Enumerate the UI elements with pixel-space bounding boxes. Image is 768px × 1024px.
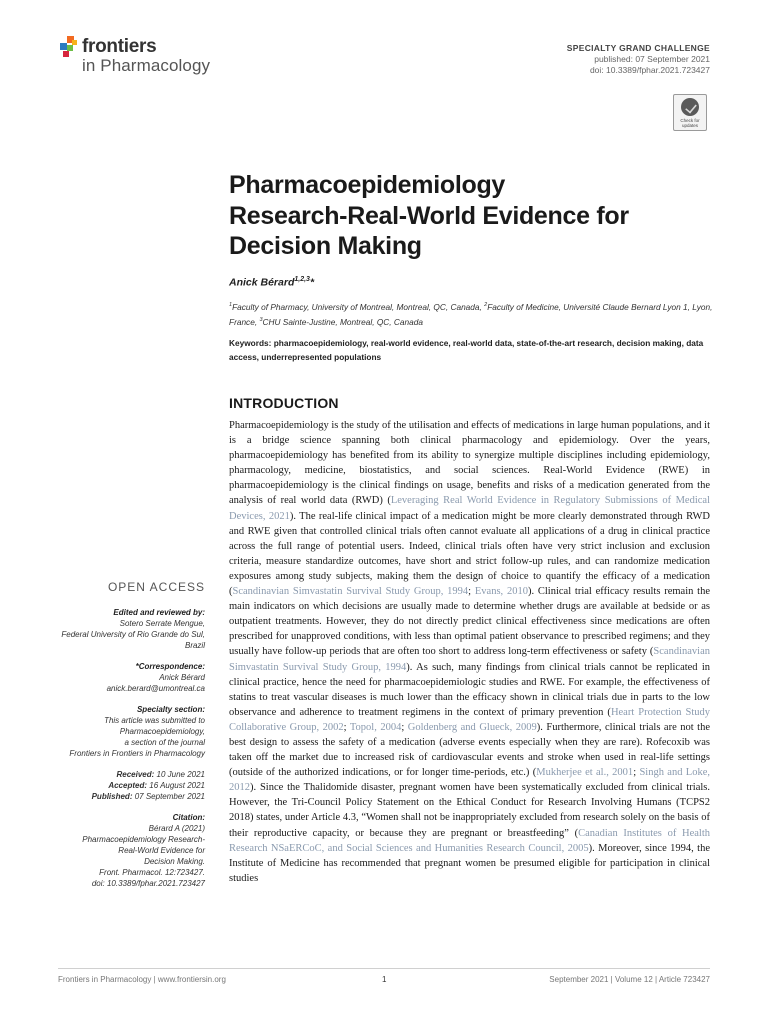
page-footer [58, 968, 710, 984]
received-row [45, 769, 205, 780]
check-icon [681, 98, 699, 116]
citation-line: Pharmacoepidemiology Research- [82, 835, 205, 844]
body-text-segment: Pharmacoepidemiology is the study of the utilisation and effects of medications in large human populations, and it is a bridge science spanning both clinical pharmacology and epidemiology. Over the years, pharmacoepidemiology has benefited from its ability to synergize multiple disciplines including epidemiology, pharmacology, medicine, biostatistics, and social sciences. Real-World Evidence (RWE) in pharmacoepidemiology is the clinical findings on usage, benefits and risks of a medication generated from the analysis of real world data (RWD) ( [229, 420, 710, 507]
correspondence-name: Anick Bérard [159, 673, 205, 682]
body-text-segment: ; [633, 767, 640, 779]
body-text-segment: ; [468, 586, 475, 598]
specialty-line: Pharmacoepidemiology, [119, 727, 205, 736]
citation-line: Front. Pharmacol. 12:723427. [99, 868, 205, 877]
reference-link[interactable]: Mukherjee et al., 2001 [536, 767, 634, 779]
reference-link[interactable]: Singh and Loke, 2012 [229, 767, 711, 794]
body-text-segment: ). The real-life clinical impact of a medication might be more clearly demonstrated through RWD and RWE given that controlled clinical trials often cannot evaluate all applications of a drug in clinical practice across the full range of potential users. Indeed, clinical trials often have very strict inclusion and exclusion criteria, measure standardize outcomes, have short and strict follow-up rules, and can randomize medication exposures among study subjects, making them the design of choice to quantify the efficacy of a medication ( [229, 510, 710, 598]
footer-journal-link[interactable]: Frontiers in Pharmacology | www.frontiersin.org [58, 975, 226, 984]
specialty-line: This article was submitted to [104, 716, 205, 725]
accepted-label: Accepted: [108, 781, 148, 790]
page-number: 1 [382, 975, 387, 984]
reference-link[interactable]: Leveraging Real World Evidence in Regulatory Submissions of Medical Devices, 2021 [229, 495, 710, 522]
published-label: Published: [91, 792, 133, 801]
doi[interactable]: doi: 10.3389/fphar.2021.723427 [589, 65, 710, 75]
keywords-list: pharmacoepidemiology, real-world evidence, real-world data, state-of-the-art research, decision making, data access, underrepresented populations [229, 338, 704, 362]
title-line: Decision Making [229, 232, 422, 260]
citation-line: Real-World Evidence for [118, 846, 205, 855]
article-meta-header [567, 43, 710, 76]
published-date: published: 07 September 2021 [594, 54, 710, 64]
reference-link[interactable]: Canadian Institutes of Health Research NSaERCoC, and Social Sciences and Humanities Research Council, 2005 [229, 827, 710, 854]
affil-text: CHU Sainte-Justine, Montreal, QC, Canada [262, 316, 423, 327]
affil-text: Faculty of Pharmacy, University of Montreal, Montreal, QC, Canada, [232, 301, 485, 312]
reference-link[interactable]: Goldenberg and Glueck, 2009 [407, 721, 537, 733]
specialty-line: a section of the journal [124, 738, 205, 747]
affiliations [229, 299, 719, 329]
received-label: Received: [116, 770, 155, 779]
received-date: 10 June 2021 [156, 770, 205, 779]
citation-line: Decision Making. [144, 857, 205, 866]
editor-name[interactable]: Sotero Serrate Mengue, [119, 619, 205, 628]
accepted-date: 16 August 2021 [149, 781, 205, 790]
logo-text-journal: in Pharmacology [82, 56, 211, 75]
keywords-label: Keywords: [229, 338, 272, 348]
citation-line: Bérard A (2021) [148, 824, 205, 833]
body-text-segment: ; [343, 721, 350, 733]
editor-affiliation: Federal University of Rio Grande do Sul, Brazil [61, 630, 205, 650]
corresponding-mark: * [309, 276, 315, 289]
correspondence-email[interactable]: anick.berard@umontreal.ca [106, 684, 205, 693]
specialty-line: Frontiers in Frontiers in Pharmacology [69, 749, 205, 758]
author-line [229, 276, 314, 289]
specialty-label: Specialty section: [136, 705, 205, 714]
accepted-row [45, 780, 205, 791]
reference-link[interactable]: Heart Protection Study Collaborative Group, 2002 [229, 706, 710, 733]
check-badge-label: Check for updates [680, 118, 700, 128]
edited-label: Edited and reviewed by: [113, 608, 205, 617]
reference-link[interactable]: Scandinavian Simvastatin Survival Study Group, 1994 [229, 646, 710, 673]
dates-block [45, 769, 205, 802]
title-line: Pharmacoepidemiology [229, 171, 506, 199]
citation-line[interactable]: doi: 10.3389/fphar.2021.723427 [91, 879, 205, 888]
reference-link[interactable]: Evans, 2010 [474, 586, 528, 598]
check-for-updates-badge[interactable] [673, 94, 707, 131]
reference-link[interactable]: Scandinavian Simvastatin Survival Study Group, 1994 [232, 586, 469, 598]
published-row [45, 791, 205, 802]
body-text-segment: ). Clinical trial efficacy results remain the main indicators on which decisions are usually made to determine whether drugs are available at bedside or as outpatient treatments. However, they do not directly predict clinical effectiveness since medications are often prescribed for unapproved conditions, with less than optimal patient observance to prescribed regimens; and they usually have follow-up periods that are often too short to address long-term effectiveness or safety ( [229, 586, 710, 658]
citation-label: Citation: [172, 813, 205, 822]
logo-text-frontiers: frontiers [82, 36, 157, 57]
article-type: SPECIALTY GRAND CHALLENGE [566, 43, 710, 53]
frontiers-logo-icon [58, 36, 82, 62]
journal-logo[interactable] [58, 34, 228, 82]
affil-sup: 2 [484, 302, 488, 308]
open-access-label: OPEN ACCESS [107, 580, 205, 594]
article-title [229, 170, 709, 262]
keywords [229, 337, 711, 364]
published-date-sidebar: 07 September 2021 [134, 792, 205, 801]
author-name[interactable]: Anick Bérard [229, 276, 295, 289]
body-text-segment: ). Moreover, since 1994, the Institute of Medicine has recommended that pregnant women be presumed eligible for participation in clinical studies [229, 842, 710, 884]
title-line: Research-Real-World Evidence for [229, 201, 629, 230]
author-affiliation-marks: 1,2,3 [294, 276, 310, 283]
article-sidebar [45, 582, 205, 889]
body-text-segment: ). Since the Thalidomide disaster, pregnant women have been systematically excluded from clinical trials. However, the Tri-Council Policy Statement on the Ethical Conduct for Research Involving Humans (TCPS2 2018) states, under Article 4.3, “Women shall not be inappropriately excluded from research solely on the basis of their reproductive capacity, or because they are pregnant or breastfeeding” ( [229, 782, 710, 839]
introduction-body [229, 418, 710, 886]
correspondence-label: *Correspondence: [135, 662, 205, 671]
footer-issue-info: September 2021 | Volume 12 | Article 723427 [549, 975, 710, 984]
reference-link[interactable]: Topol, 2004 [349, 721, 402, 733]
body-text-segment: ; [401, 721, 408, 733]
affil-sup: 3 [259, 316, 263, 323]
affil-sup: 1 [229, 302, 233, 308]
affil-text: Faculty of Medicine, Université Claude Bernard Lyon 1, Lyon, France, [229, 301, 713, 327]
section-heading: INTRODUCTION [229, 395, 339, 411]
body-text-segment: ). Furthermore, clinical trials are not the best design to assess the safety of a medication (adverse events especially when they are rare). Rofecoxib was taken off the market due to increased risk of cardiovascular events and stroke when used in real-life settings (outside of the authorized indications, or for longer time-periods, etc.) ( [229, 721, 710, 779]
body-text-segment: ). As such, many findings from clinical trials cannot be replicated in clinical practice, hence the need for pharmacoepidemiologic studies and RWE. For example, the effectiveness of statins to treat vascular diseases is much lower than the efficacy shown in clinical trials due in parts to the low observance and adherence to treatment regimens in the context of primary prevention ( [229, 661, 711, 718]
